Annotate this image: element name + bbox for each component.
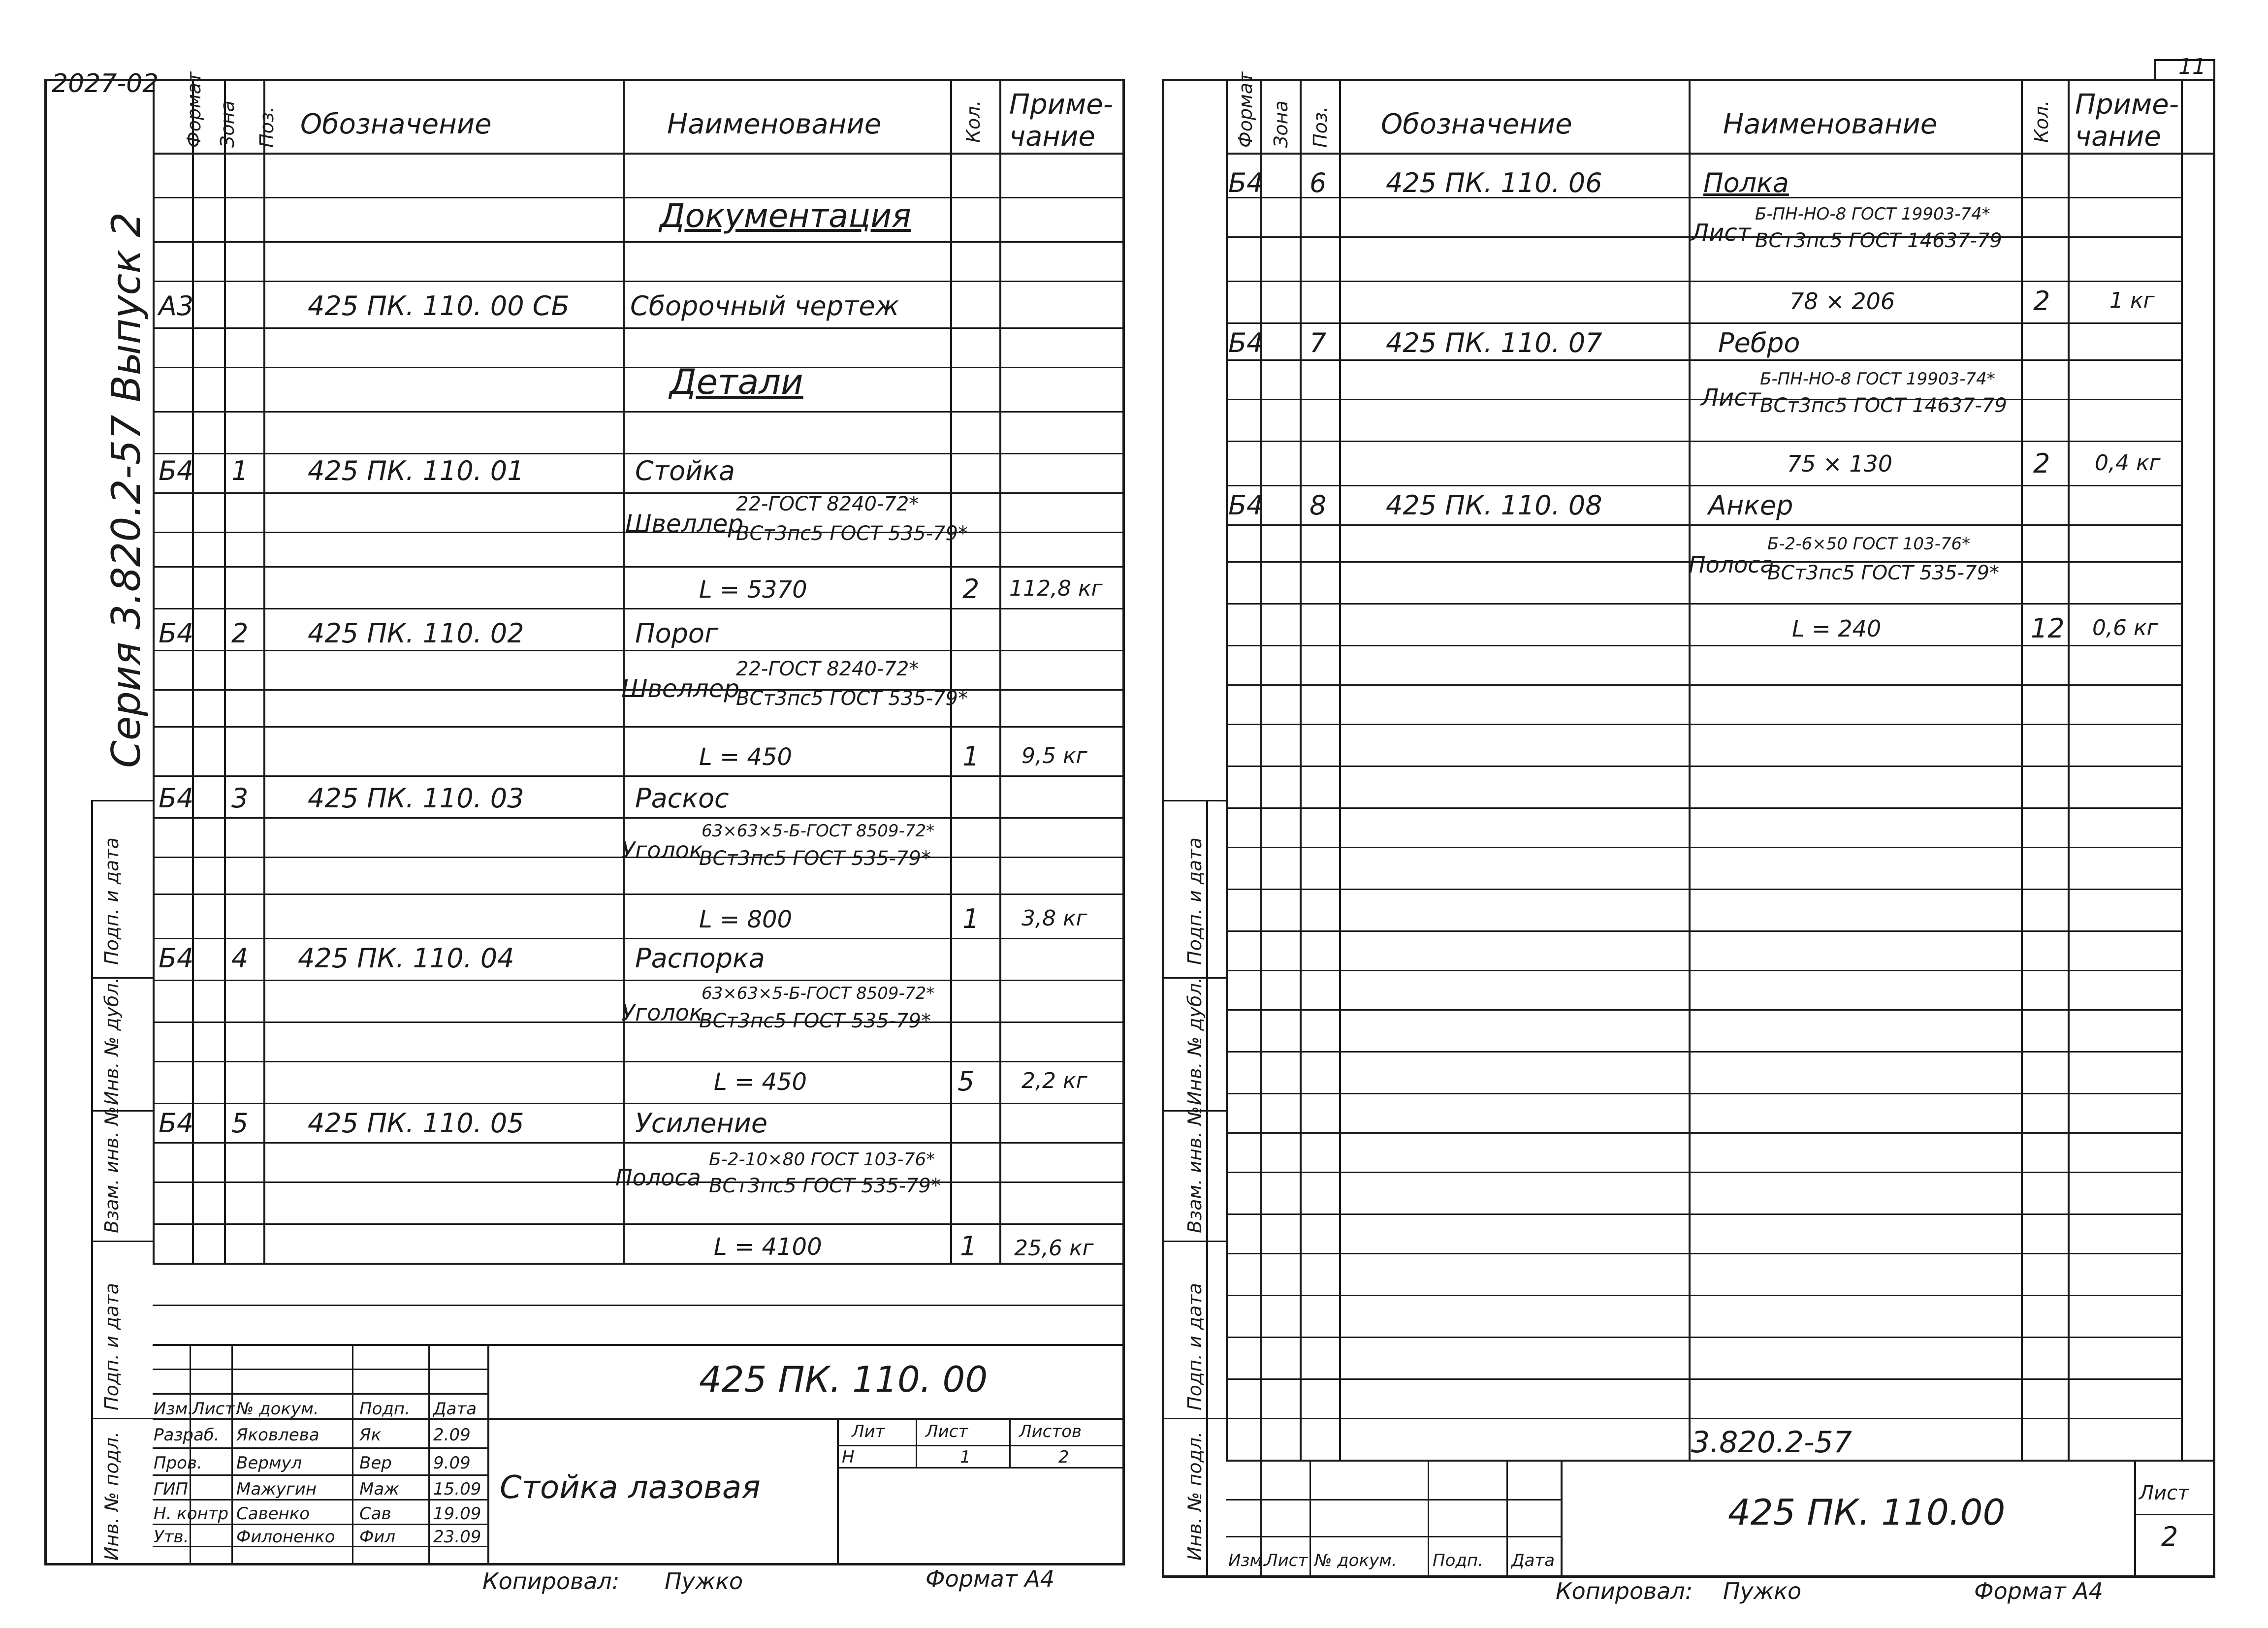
stamp-signature: Сав: [359, 1504, 391, 1524]
stamp-col-date: Дата: [433, 1399, 477, 1419]
row-dim: L = 450: [699, 743, 793, 771]
row-note: 3,8 кг: [1022, 906, 1087, 931]
stamp-col-sign: Подп.: [1433, 1551, 1483, 1570]
row-name: Раскос: [635, 783, 729, 814]
row-qty: 12: [2031, 613, 2065, 644]
row-name: Порог: [635, 618, 719, 649]
section-parts: Детали: [670, 362, 803, 402]
header-note-2: чание: [1009, 121, 1095, 153]
row-material-top: Б-ПН-НО-8 ГОСТ 19903-74*: [1760, 369, 1995, 389]
row-dim: L = 5370: [699, 576, 807, 604]
row-material-top: 63×63×5-Б-ГОСТ 8509-72*: [702, 821, 935, 841]
row-fmt: Б4: [159, 1108, 194, 1139]
sheet-label: Лист: [2139, 1482, 2189, 1504]
stamp-name: Филоненко: [236, 1527, 335, 1547]
stamp-role: ГИП: [154, 1479, 188, 1499]
row-material-bottom: ВСт3пс5 ГОСТ 535-79*: [699, 847, 931, 870]
stamp-name: Мажугин: [236, 1479, 317, 1499]
row-qty: 2: [962, 574, 980, 605]
row-name: Распорка: [635, 943, 765, 974]
row-pos: 4: [231, 943, 249, 974]
stamp-sheet: 1: [960, 1447, 971, 1467]
sheet-number-right: 2: [2161, 1521, 2178, 1552]
row-pos: 1: [231, 455, 249, 486]
format-label: Формат А4: [926, 1565, 1054, 1592]
row-code: 425 ПК. 110. 08: [1386, 490, 1602, 521]
row-fmt: Б4: [159, 455, 194, 486]
row-name: Анкер: [1708, 490, 1793, 521]
row-material-lead: Уголок: [621, 837, 703, 863]
copied-label: Копировал:: [482, 1568, 620, 1595]
stamp-name: Савенко: [236, 1504, 310, 1524]
row-material-top: Б-2-10×80 ГОСТ 103-76*: [709, 1149, 935, 1170]
stamp-col-izm: Изм.: [1228, 1551, 1268, 1570]
row-note: 1 кг: [2109, 288, 2155, 313]
stamp-col-list: Лист: [192, 1399, 235, 1419]
stamp-signature: Маж: [359, 1479, 399, 1499]
row-name: Стойка: [635, 455, 735, 486]
header-name: Наименование: [667, 108, 882, 140]
header-designation: Обозначение: [300, 108, 492, 140]
header-zone: Зона: [217, 100, 238, 148]
format-label: Формат А4: [1974, 1578, 2103, 1604]
row-fmt: Б4: [1228, 327, 1264, 358]
row-dim: L = 800: [699, 906, 793, 933]
series-ref: 3.820.2-57: [1691, 1425, 1853, 1460]
row-material-bottom: ВСт3пс5 ГОСТ 535-79*: [699, 1010, 931, 1032]
header-note-2: чание: [2075, 121, 2161, 153]
row-qty: 1: [960, 1231, 977, 1262]
header-designation: Обозначение: [1381, 108, 1572, 140]
row-note: 0,4 кг: [2095, 450, 2161, 476]
stamp-date: 9.09: [433, 1453, 471, 1473]
row-note: 9,5 кг: [1022, 743, 1087, 768]
row-code: 425 ПК. 110. 03: [308, 783, 524, 814]
header-zone: Зона: [1270, 100, 1292, 148]
left-frame: [44, 79, 1125, 1565]
row-fmt: Б4: [159, 783, 194, 814]
row-material-top: 63×63×5-Б-ГОСТ 8509-72*: [702, 984, 935, 1003]
row-code: 425 ПК. 110. 01: [308, 455, 524, 486]
row-pos: 2: [231, 618, 249, 649]
side-stamp-vzam-inv: Взам. инв. №: [101, 1106, 123, 1233]
row-material-bottom: ВСт3пс5 ГОСТ 535-79*: [1767, 562, 1999, 584]
stamp-signature: Як: [359, 1425, 382, 1445]
header-qty: Кол.: [2031, 100, 2052, 143]
row-material-bottom: ВСт3пс5 ГОСТ 535-79*: [736, 522, 968, 545]
stamp-name: Вермул: [236, 1453, 302, 1473]
row-fmt: А3: [159, 290, 194, 321]
row-material-bottom: ВСт3пс5 ГОСТ 14637-79: [1755, 229, 2002, 252]
side-stamp-inv-podl: Инв. № подл.: [1184, 1431, 1206, 1561]
row-qty: 1: [962, 741, 980, 772]
stamp-col-izm: Изм.: [154, 1399, 193, 1419]
row-qty: 2: [2033, 448, 2050, 479]
stamp-role: Н. контр: [154, 1504, 229, 1524]
row-material-top: 22-ГОСТ 8240-72*: [736, 658, 919, 680]
stamp-col-sign: Подп.: [359, 1399, 410, 1419]
row-dim: L = 4100: [714, 1233, 822, 1261]
row-fmt: Б4: [1228, 490, 1264, 521]
stamp-col-doc: № докум.: [236, 1399, 319, 1419]
stamp-sheets-label: Листов: [1019, 1422, 1082, 1441]
row-note: 25,6 кг: [1014, 1236, 1094, 1261]
stamp-col-list: Лист: [1265, 1551, 1308, 1570]
stamp-date: 19.09: [433, 1504, 481, 1524]
row-material-lead: Уголок: [621, 999, 703, 1026]
row-material-bottom: ВСт3пс5 ГОСТ 535-79*: [709, 1175, 941, 1197]
row-fmt: Б4: [159, 618, 194, 649]
header-note-1: Приме-: [2075, 89, 2179, 121]
row-code: 425 ПК. 110. 00 СБ: [308, 290, 570, 321]
row-name: Усиление: [635, 1108, 768, 1139]
stamp-lit-label: Лит: [852, 1422, 885, 1441]
copier-name: Пужко: [665, 1568, 743, 1595]
row-material-lead: Полоса: [615, 1164, 701, 1191]
side-stamp-inv-dubl: Инв. № дубл.: [101, 977, 123, 1105]
stamp-role: Пров.: [154, 1453, 202, 1473]
side-stamp-podp-data: Подп. и дата: [101, 837, 123, 965]
row-qty: 2: [2033, 286, 2050, 317]
header-note-1: Приме-: [1009, 89, 1113, 121]
stamp-col-doc: № докум.: [1314, 1551, 1397, 1570]
stamp-signature: Фил: [359, 1527, 396, 1547]
stamp-role: Разраб.: [154, 1425, 220, 1445]
row-pos: 7: [1310, 327, 1327, 358]
title-code: 425 ПК. 110.00: [1728, 1492, 2006, 1533]
row-code: 425 ПК. 110. 05: [308, 1108, 524, 1139]
stamp-signature: Вер: [359, 1453, 392, 1473]
row-fmt: Б4: [1228, 167, 1264, 198]
row-note: 2,2 кг: [1022, 1068, 1087, 1093]
row-note: 0,6 кг: [2092, 615, 2158, 640]
row-note: 112,8 кг: [1009, 576, 1103, 601]
stamp-date: 2.09: [433, 1425, 471, 1445]
row-pos: 5: [231, 1108, 249, 1139]
row-material-lead: Лист: [1691, 219, 1751, 247]
row-dim: L = 450: [714, 1068, 807, 1096]
title-name: Стойка лазовая: [500, 1469, 761, 1506]
row-material-bottom: ВСт3пс5 ГОСТ 535-79*: [736, 687, 968, 710]
row-material-bottom: ВСт3пс5 ГОСТ 14637-79: [1760, 394, 2007, 417]
header-name: Наименование: [1723, 108, 1938, 140]
side-stamp-inv-dubl: Инв. № дубл.: [1184, 977, 1206, 1105]
side-stamp-podp-data-2: Подп. и дата: [1184, 1283, 1206, 1410]
header-qty: Кол.: [962, 100, 984, 143]
row-name: Сборочный чертеж: [630, 290, 899, 321]
series-label: Серия 3.820.2-57 Выпуск 2: [103, 212, 149, 768]
copier-name: Пужко: [1723, 1578, 1802, 1604]
stamp-name: Яковлева: [236, 1425, 319, 1445]
title-code: 425 ПК. 110. 00: [699, 1359, 988, 1400]
header-format: Формат: [183, 71, 205, 148]
row-name: Ребро: [1718, 327, 1800, 358]
row-dim: 75 × 130: [1787, 450, 1893, 477]
row-qty: 1: [962, 903, 980, 934]
header-pos: Поз.: [256, 106, 278, 148]
header-pos: Поз.: [1310, 106, 1331, 148]
row-dim: L = 240: [1792, 615, 1882, 642]
row-code: 425 ПК. 110. 02: [308, 618, 524, 649]
row-material-lead: Полоса: [1689, 551, 1774, 578]
stamp-date: 23.09: [433, 1527, 481, 1547]
row-code: 425 ПК. 110. 06: [1386, 167, 1602, 198]
row-code: 425 ПК. 110. 07: [1386, 327, 1602, 358]
row-pos: 8: [1310, 490, 1327, 521]
corner-sheet-no: 11: [2178, 54, 2206, 79]
row-name: Полка: [1703, 167, 1789, 198]
side-stamp-vzam-inv: Взам. инв. №: [1184, 1106, 1206, 1233]
row-material-lead: Лист: [1701, 384, 1761, 412]
row-dim: 78 × 206: [1789, 288, 1895, 315]
row-material-top: Б-ПН-НО-8 ГОСТ 19903-74*: [1755, 204, 1990, 224]
row-material-lead: Швеллер: [625, 510, 744, 538]
side-stamp-inv-podl: Инв. № подл.: [101, 1431, 123, 1561]
copied-label: Копировал:: [1556, 1578, 1693, 1604]
stamp-lit: Н: [842, 1447, 855, 1467]
row-material-lead: Швеллер: [621, 674, 740, 703]
stamp-col-date: Дата: [1511, 1551, 1555, 1570]
stamp-sheet-label: Лист: [926, 1422, 968, 1441]
row-pos: 3: [231, 783, 249, 814]
section-documentation: Документация: [660, 197, 911, 235]
sheet-number: 2027-02: [52, 69, 159, 98]
stamp-sheets: 2: [1058, 1447, 1069, 1467]
row-code: 425 ПК. 110. 04: [298, 943, 514, 974]
row-material-top: Б-2-6×50 ГОСТ 103-76*: [1767, 534, 1971, 554]
row-pos: 6: [1310, 167, 1327, 198]
row-fmt: Б4: [159, 943, 194, 974]
row-material-top: 22-ГОСТ 8240-72*: [736, 493, 919, 515]
stamp-role: Утв.: [154, 1527, 189, 1547]
header-format: Формат: [1235, 71, 1256, 148]
row-qty: 5: [958, 1066, 975, 1097]
stamp-date: 15.09: [433, 1479, 481, 1499]
side-stamp-podp-data-2: Подп. и дата: [101, 1283, 123, 1410]
side-stamp-podp-data: Подп. и дата: [1184, 837, 1206, 965]
